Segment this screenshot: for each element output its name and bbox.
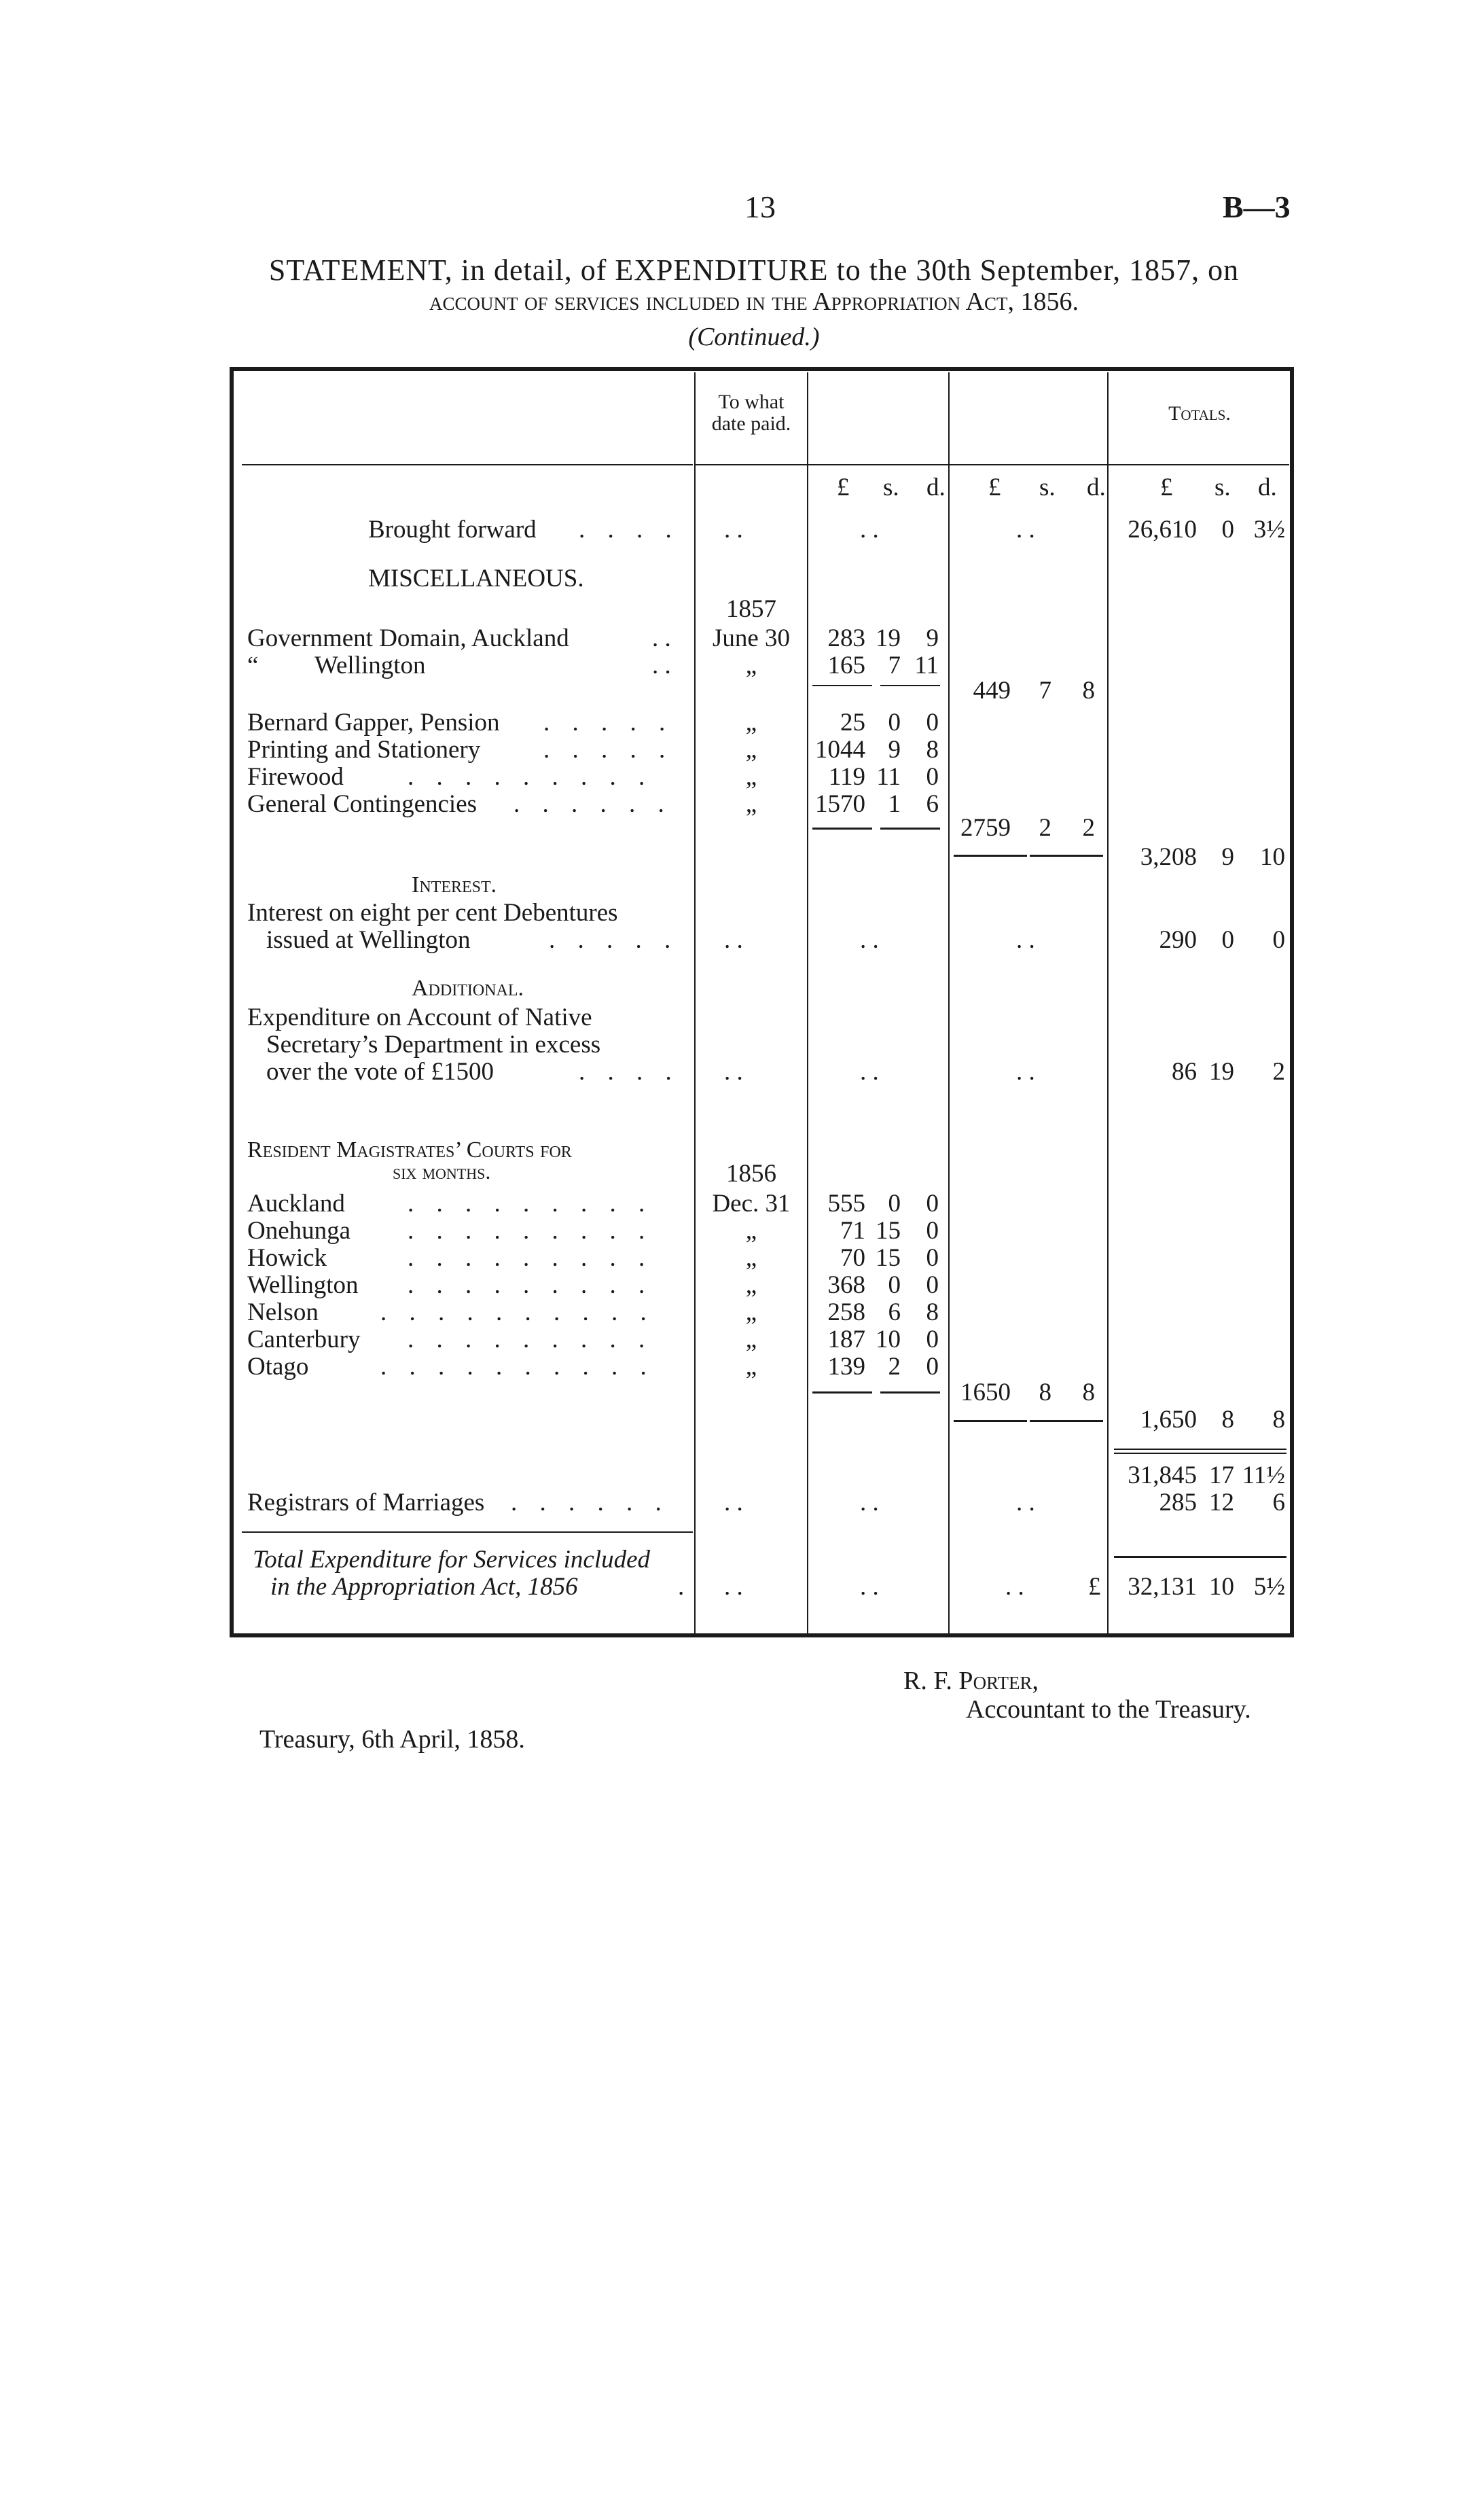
court-label-canterbury: Canterbury [247, 1326, 361, 1353]
court-amount-pence: 0 [926, 1217, 939, 1245]
court-date: „ [745, 1353, 757, 1381]
sum-rule [954, 855, 1027, 857]
filler-dots: . . [860, 516, 879, 544]
filler-dots: . . [724, 1489, 743, 1516]
court-date: „ [745, 1271, 757, 1299]
court-amount-pence: 0 [926, 1326, 939, 1353]
leader-dots: . [678, 1573, 685, 1601]
interest-total-pounds: 290 [1159, 926, 1197, 954]
sum-rule [1030, 1420, 1103, 1422]
title-line-2: account of services included in the Appropriation Act, 1856. [429, 287, 1079, 316]
col-header-date-1: To what [718, 391, 785, 413]
sum-rule [812, 828, 872, 830]
unit-pound-2: £ [988, 474, 1001, 501]
misc-total-shillings: 9 [1221, 843, 1234, 871]
court-label-howick: Howick [247, 1244, 327, 1272]
interest-total-shillings: 0 [1221, 926, 1234, 954]
misc-total-pence: 10 [1260, 843, 1285, 871]
leader-dots: . . . . . . [511, 1489, 670, 1516]
leader-dots: . . . . . . . . . [408, 1271, 653, 1299]
court-amount-pounds: 71 [840, 1217, 865, 1245]
misc-amount-pounds: 1044 [815, 736, 865, 764]
additional-line-1: Expenditure on Account of Native [247, 1004, 592, 1031]
misc-label-contingencies: General Contingencies [247, 790, 478, 818]
filler-dots: . . [724, 1058, 743, 1086]
courts-total-pounds: 1,650 [1140, 1406, 1197, 1434]
court-amount-pence: 8 [926, 1298, 939, 1326]
running-total-pounds: 31,845 [1128, 1461, 1197, 1489]
page-number: 13 [744, 190, 776, 224]
leader-dots: . . . . . . . . . [408, 1244, 653, 1272]
leader-dots: . . . . . . . . . [408, 1326, 653, 1353]
court-amount-pence: 0 [926, 1271, 939, 1299]
interest-line-2: issued at Wellington [266, 926, 471, 954]
interest-total-pence: 0 [1272, 926, 1285, 954]
court-date: „ [745, 1217, 757, 1245]
brought-forward-label: Brought forward [368, 516, 537, 544]
col-header-date-2: date paid. [711, 412, 791, 435]
leader-dots: . . [652, 624, 671, 652]
sum-rule [812, 685, 872, 686]
leader-dots: . . . . [579, 516, 680, 544]
leader-dots: . . . . [579, 1058, 680, 1086]
grand-total-pence: 5½ [1253, 1573, 1285, 1601]
misc-amount-shillings: 7 [888, 652, 901, 679]
brought-forward-shillings: 0 [1221, 516, 1234, 544]
misc-label-pension: Bernard Gapper, Pension [247, 709, 500, 737]
misc-amount-pounds: 165 [827, 652, 865, 679]
col-divider-amount [807, 372, 808, 1633]
running-total-pence: 11½ [1242, 1461, 1285, 1489]
leader-dots: . . . . . . . . . [408, 763, 653, 791]
misc-year: 1857 [726, 595, 776, 623]
court-label-otago: Otago [247, 1353, 309, 1381]
section-heading-magistrates: Resident Magistrates’ Courts for [247, 1137, 572, 1163]
unit-shilling-3: s. [1214, 474, 1231, 501]
header-rule [242, 464, 693, 465]
court-amount-pounds: 70 [840, 1244, 865, 1272]
filler-dots: . . [860, 1058, 879, 1086]
court-date: „ [745, 1244, 757, 1272]
table-left-border [230, 367, 234, 1637]
misc-amount-shillings: 11 [876, 763, 901, 791]
footer-place-date: Treasury, 6th April, 1858. [259, 1725, 525, 1754]
header-rule-right [696, 464, 1289, 465]
court-date: „ [745, 1298, 757, 1326]
grand-total-pounds: 32,131 [1128, 1573, 1197, 1601]
continued-note: (Continued.) [688, 323, 820, 351]
misc-date: „ [745, 736, 757, 764]
running-total-shillings: 17 [1209, 1461, 1234, 1489]
leader-dots: . . . . . [549, 926, 679, 954]
courts-subtotal-pounds: 1650 [960, 1379, 1011, 1406]
leader-dots: . . . . . . . . . [408, 1190, 653, 1218]
table-bottom-border [231, 1633, 1294, 1637]
misc-date: „ [745, 652, 757, 679]
sum-rule [880, 828, 940, 830]
misc-label-printing: Printing and Stationery [247, 736, 481, 764]
sum-rule [1114, 1449, 1286, 1450]
court-amount-shillings: 0 [888, 1271, 901, 1299]
misc-amount-pence: 6 [926, 790, 939, 818]
document-code: B—3 [1223, 190, 1291, 224]
grand-total-shillings: 10 [1209, 1573, 1234, 1601]
court-amount-shillings: 2 [888, 1353, 901, 1381]
misc-label-domain-auckland: Government Domain, Auckland [247, 624, 569, 652]
leader-dots: . . . . . . . . . . [380, 1298, 655, 1326]
court-amount-shillings: 6 [888, 1298, 901, 1326]
misc-amount-pence: 9 [926, 624, 939, 652]
misc-amount-shillings: 1 [888, 790, 901, 818]
grand-total-line-1: Total Expenditure for Services included [253, 1546, 651, 1574]
filler-dots: . . [1016, 1489, 1035, 1516]
misc-amount-pence: 8 [926, 736, 939, 764]
unit-pound-1: £ [837, 474, 850, 501]
col-divider-subtotal [948, 372, 950, 1633]
table-top-border [231, 367, 1294, 371]
court-amount-pence: 0 [926, 1353, 939, 1381]
leader-dots: . . . . . . . . . [408, 1217, 653, 1245]
court-amount-pounds: 258 [827, 1298, 865, 1326]
unit-shilling-2: s. [1039, 474, 1056, 501]
section-heading-miscellaneous: MISCELLANEOUS. [368, 565, 584, 592]
misc-amount-shillings: 19 [876, 624, 901, 652]
sum-rule [954, 1420, 1027, 1422]
misc-amount-pence: 0 [926, 709, 939, 737]
row-rule [242, 1531, 693, 1533]
domain-subtotal-pounds: 449 [973, 677, 1011, 705]
court-amount-shillings: 0 [888, 1190, 901, 1218]
title-line-1: STATEMENT, in detail, of EXPENDITURE to the 30th September, 1857, on [268, 253, 1240, 287]
unit-shilling-1: s. [883, 474, 899, 501]
courts-total-pence: 8 [1272, 1406, 1285, 1434]
misc-amount-shillings: 0 [888, 709, 901, 737]
filler-dots: . . [1016, 1058, 1035, 1086]
domain-subtotal-shillings: 7 [1039, 677, 1051, 705]
filler-dots: . . [724, 1573, 743, 1601]
col-header-totals: Totals. [1168, 402, 1231, 425]
sum-rule [1114, 1556, 1286, 1558]
misc-amount-pounds: 283 [827, 624, 865, 652]
court-label-wellington: Wellington [247, 1271, 359, 1299]
misc-subtotal-shillings: 2 [1039, 814, 1051, 842]
court-amount-pence: 0 [926, 1244, 939, 1272]
section-subheading-magistrates: six months. [393, 1159, 491, 1184]
brought-forward-pence: 3½ [1253, 516, 1285, 544]
leader-dots: . . . . . [543, 709, 674, 737]
sum-rule [880, 685, 940, 686]
court-amount-pounds: 368 [827, 1271, 865, 1299]
misc-total-pounds: 3,208 [1140, 843, 1197, 871]
brought-forward-pounds: 26,610 [1128, 516, 1197, 544]
court-amount-pounds: 139 [827, 1353, 865, 1381]
additional-total-pounds: 86 [1172, 1058, 1197, 1086]
court-label-onehunga: Onehunga [247, 1217, 351, 1245]
signature-title: Accountant to the Treasury. [966, 1695, 1251, 1724]
court-amount-shillings: 15 [876, 1244, 901, 1272]
misc-amount-shillings: 9 [888, 736, 901, 764]
col-divider-date [694, 372, 696, 1633]
filler-dots: . . [1016, 516, 1035, 544]
signature-name: R. F. Porter, [903, 1667, 1039, 1695]
court-date: Dec. 31 [712, 1190, 791, 1218]
misc-label-domain-wellington: “ Wellington [247, 652, 426, 679]
misc-date: „ [745, 763, 757, 791]
court-date: „ [745, 1326, 757, 1353]
courts-subtotal-shillings: 8 [1039, 1379, 1051, 1406]
court-amount-pounds: 555 [827, 1190, 865, 1218]
misc-date: June 30 [712, 624, 791, 652]
court-amount-shillings: 15 [876, 1217, 901, 1245]
misc-label-firewood: Firewood [247, 763, 344, 791]
unit-pound-3: £ [1160, 474, 1173, 501]
registrars-label: Registrars of Marriages [247, 1489, 485, 1516]
leader-dots: . . . . . . . . . . [380, 1353, 655, 1381]
registrars-pence: 6 [1272, 1489, 1285, 1516]
leader-dots: . . . . . [543, 736, 674, 764]
court-label-nelson: Nelson [247, 1298, 319, 1326]
courts-subtotal-pence: 8 [1082, 1379, 1095, 1406]
filler-dots: . . [1005, 1573, 1024, 1601]
additional-line-2: Secretary’s Department in excess [266, 1031, 601, 1059]
registrars-pounds: 285 [1159, 1489, 1197, 1516]
misc-amount-pence: 0 [926, 763, 939, 791]
misc-date: „ [745, 790, 757, 818]
leader-dots: . . [652, 652, 671, 679]
currency-symbol: £ [1088, 1573, 1101, 1601]
interest-line-1: Interest on eight per cent Debentures [247, 899, 618, 927]
sum-rule [812, 1391, 872, 1394]
filler-dots: . . [860, 926, 879, 954]
sum-rule [880, 1391, 940, 1394]
court-label-auckland: Auckland [247, 1190, 345, 1218]
misc-amount-pounds: 119 [828, 763, 865, 791]
misc-subtotal-pence: 2 [1082, 814, 1095, 842]
section-heading-interest: Interest. [412, 872, 497, 898]
sum-rule [1030, 855, 1103, 857]
domain-subtotal-pence: 8 [1082, 677, 1095, 705]
courts-total-shillings: 8 [1221, 1406, 1234, 1434]
filler-dots: . . [724, 926, 743, 954]
filler-dots: . . [1016, 926, 1035, 954]
section-heading-additional: Additional. [412, 976, 524, 1001]
misc-subtotal-pounds: 2759 [960, 814, 1011, 842]
unit-pence-2: d. [1087, 474, 1106, 501]
sum-rule [1114, 1453, 1286, 1454]
additional-line-3: over the vote of £1500 [266, 1058, 494, 1086]
leader-dots: . . . . . . [514, 790, 672, 818]
filler-dots: . . [860, 1489, 879, 1516]
court-amount-shillings: 10 [876, 1326, 901, 1353]
filler-dots: . . [724, 516, 743, 544]
grand-total-line-2: in the Appropriation Act, 1856 [270, 1573, 578, 1601]
magistrates-year: 1856 [726, 1160, 776, 1188]
col-divider-totals [1107, 372, 1109, 1633]
registrars-shillings: 12 [1209, 1489, 1234, 1516]
court-amount-pence: 0 [926, 1190, 939, 1218]
court-amount-pounds: 187 [827, 1326, 865, 1353]
unit-pence-1: d. [926, 474, 946, 501]
table-right-border [1290, 367, 1294, 1637]
misc-amount-pounds: 1570 [815, 790, 865, 818]
unit-pence-3: d. [1258, 474, 1277, 501]
additional-total-pence: 2 [1272, 1058, 1285, 1086]
misc-amount-pounds: 25 [840, 709, 865, 737]
misc-date: „ [745, 709, 757, 737]
misc-amount-pence: 11 [914, 652, 939, 679]
filler-dots: . . [860, 1573, 879, 1601]
additional-total-shillings: 19 [1209, 1058, 1234, 1086]
